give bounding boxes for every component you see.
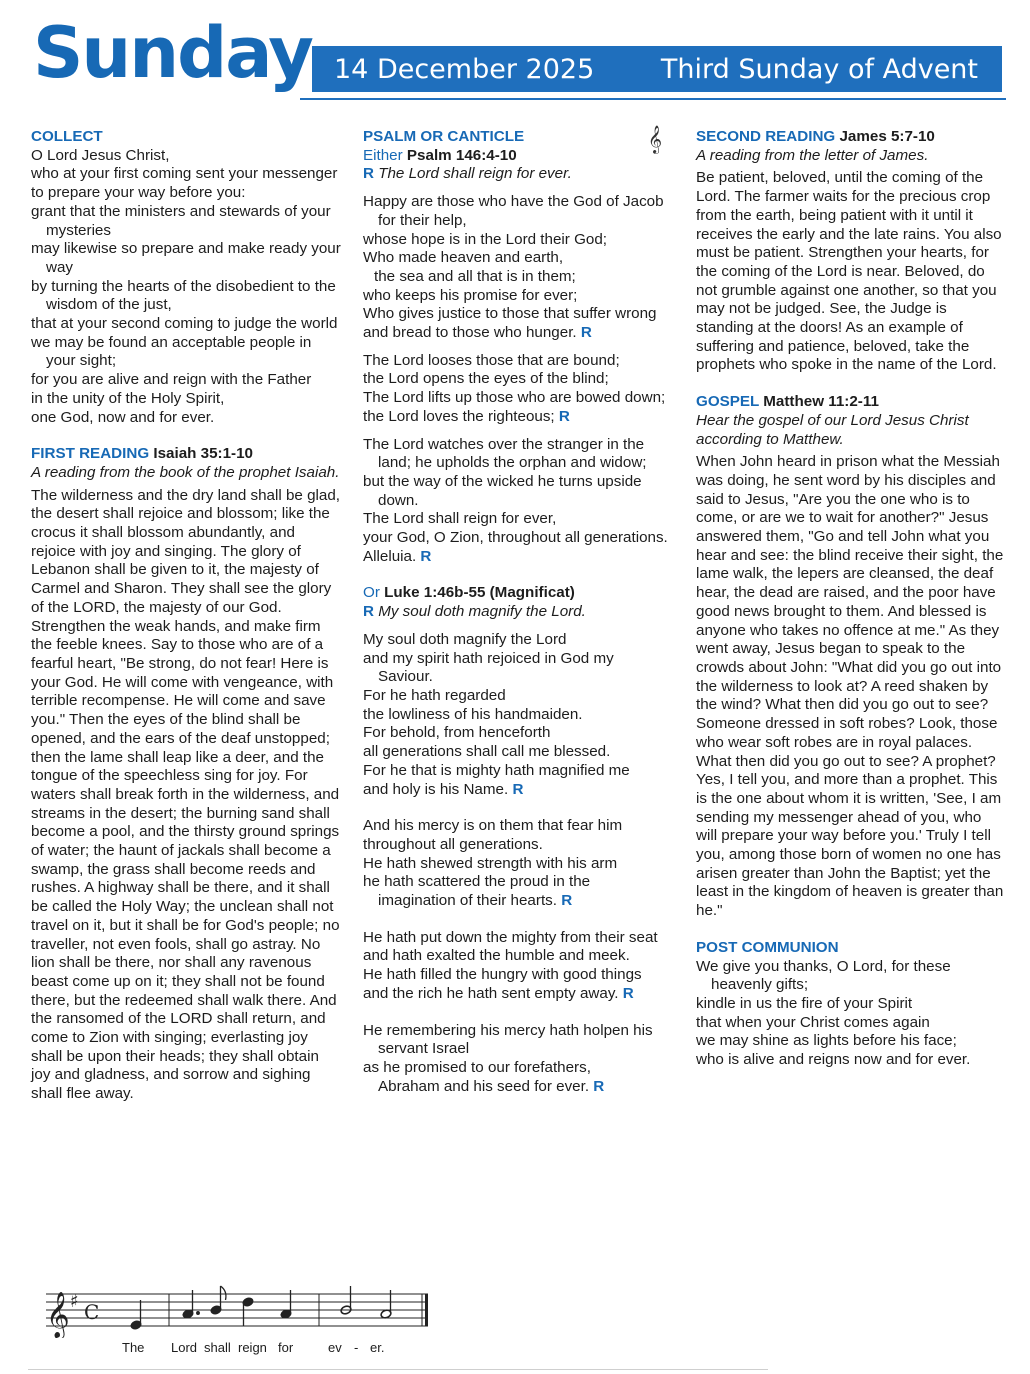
canticle-stanza [363,1022,668,1097]
canticle-line [363,781,668,800]
column-middle [363,128,668,1096]
lyric-syllable: for [278,1340,294,1355]
common-time-icon: C [84,1300,100,1324]
sharp-icon: ♯ [70,1291,79,1312]
treble-clef-icon: 𝄞 [647,126,662,153]
psalm-line: The Lord shall reign for ever, [363,510,557,528]
response-marker: R [622,984,634,1002]
psalm-line [363,408,668,427]
psalm-line: your God, O Zion, throughout all generations. [363,529,668,547]
response-marker: R [580,324,592,342]
second-reading-text: Be patient, beloved, until the coming of the Lord. The farmer waits for the precious crop from the earth, being patient with it until it receives the early and the late rains. You also must be patient. Strengthen your hearts, for the coming of the Lord is near. Beloved, do not grumble against one another, so that you may not be judged. See, the Judge is standing at the doors! As an example of suffering and patience, beloved, take the prophets who spoke in the name of the Lord. [696,169,1002,374]
psalm-line: The Lord lifts up those who are bowed down; [363,389,666,407]
first-reading-label: FIRST READING [31,445,150,463]
response-text: The Lord shall reign for ever. [378,165,572,183]
footer-rule [28,1369,768,1370]
psalm-stanza [363,352,668,427]
psalm-line: who keeps his promise for ever; [363,286,578,304]
post-communion-line: that when your Christ comes again [696,1013,930,1031]
canticle-line: And his mercy is on them that fear him [363,817,623,835]
post-communion-heading: POST COMMUNION [696,938,839,956]
gospel-reference: Matthew 11:2-11 [763,393,879,411]
column-left [31,128,341,1104]
canticle-line-text: Abraham and his seed for ever. [378,1077,590,1095]
psalm-line: Who gives justice to those that suffer wrong [363,305,657,323]
psalm-line: but the way of the wicked he turns upside down. [363,472,642,509]
post-communion-line: kindle in us the fire of your Spirit [696,994,913,1012]
column-right [696,128,1006,1070]
response-marker: R [363,165,374,183]
canticle-line [363,985,668,1004]
response-marker: R [561,892,573,910]
canticle-line: For behold, from henceforth [363,724,551,742]
canticle-line: and my spirit hath rejoiced in God my Saviour. [363,649,614,686]
collect-heading: COLLECT [31,128,103,145]
date-banner [312,46,1002,92]
psalm-line: The Lord watches over the stranger in the land; he upholds the orphan and widow; [363,435,647,472]
canticle-line: as he promised to our forefathers, [363,1058,591,1076]
psalm-line: whose hope is in the Lord their God; [363,230,607,248]
psalm-line: Who made heaven and earth, [363,249,564,267]
page-header [0,0,1030,112]
canticle-line: He hath filled the hungry with good things [363,966,642,984]
canticle-line: For he that is mighty hath magnified me [363,761,630,779]
collect-line: O Lord Jesus Christ, [31,146,170,164]
response-marker: R [363,603,374,621]
second-reading-label: SECOND READING [696,128,836,145]
canticle-line: throughout all generations. [363,835,543,853]
collect-line: for you are alive and reign with the Father [31,371,312,389]
collect-line: by turning the hearts of the disobedient to the wisdom of the just, [31,277,336,314]
response-marker: R [558,407,570,425]
canticle-line-text: he hath scattered the proud in the imagination of their hearts. [363,873,591,910]
lyric-syllable: - [354,1340,359,1355]
collect-text [31,147,341,428]
lyric-syllable: er. [370,1340,385,1355]
second-reading-intro: A reading from the letter of James. [696,146,929,164]
response-marker: R [512,780,524,798]
psalm-line: the Lord opens the eyes of the blind; [363,370,609,388]
psalm-option [363,147,668,166]
canticle-line-text: and holy is his Name. [363,780,509,798]
music-response [36,1282,436,1362]
first-reading-text: The wilderness and the dry land shall be glad, the desert shall rejoice and blossom; like the crocus it shall blossom abundantly, and rejoice with joy and singing. The glory of Lebanon shall be given to it, the majesty of Carmel and Sharon. They shall see the glory of the LORD, the majesty of our God. Strengthen the weak hands, and make firm the feeble knees. Say to those who are of a fearful heart, "Be strong, do not fear! Here is your God. He will come with vengeance, with terrible recompense. He will come and save you." Then the eyes of the blind shall be opened, and the ears of the deaf unstopped; then the lame shall leap like a deer, and the tongue of the speechless sing for joy. For waters shall break forth in the wilderness, and streams in the desert; the burning sand shall become a pool, and the thirsty ground springs of water; the haunt of jackals shall become a swamp, the grass shall become reeds and rushes. A highway shall be there, and it shall be called the Holy Way; the unclean shall not travel on it, but it shall be for God's people; no traveller, not even fools, shall go astray. No lion shall be there, nor shall any ravenous beast come up on it; they shall not be found there, but the redeemed shall walk there. And the ransomed of the LORD shall return, and come to Zion with singing; everlasting joy shall be upon their heads; they shall obtain joy and gladness, and sorrow and sighing shall flee away. [31,486,341,1103]
psalm-line-text: Alleluia. [363,547,417,565]
psalm-response [363,165,668,184]
response-marker: R [420,547,432,565]
collect-line: who at your first coming sent your messenger [31,165,338,183]
psalm-line [363,324,668,343]
canticle-line-text: and the rich he hath sent empty away. [363,984,619,1002]
psalm-stanza [363,193,668,343]
liturgical-occasion: Third Sunday of Advent [660,54,978,85]
post-communion-line: we may shine as lights before his face; [696,1032,957,1050]
post-communion-line: We give you thanks, O Lord, for these heavenly gifts; [696,957,951,994]
post-communion-text [696,958,1006,1070]
psalm-stanza [363,436,668,567]
canticle-line: and hath exalted the humble and meek. [363,947,630,965]
gospel-heading [696,393,1006,412]
canticle-line [363,1078,668,1097]
day-title: Sunday [33,12,312,94]
header-rule [300,98,1006,100]
psalm-heading: PSALM OR CANTICLE [363,128,525,145]
lyric-syllable: ev [328,1340,342,1355]
lyric-syllable: Lord [171,1340,198,1355]
lyric-syllable: The [122,1340,145,1355]
canticle-line: My soul doth magnify the Lord [363,630,567,648]
lyric-syllable: reign [238,1340,267,1355]
collect-line: in the unity of the Holy Spirit, [31,389,225,407]
or-label: Or [363,584,380,602]
psalm-line: the sea and all that is in them; [374,267,576,285]
collect-line: one God, now and for ever. [31,408,215,426]
music-staff [36,1282,436,1338]
canticle-response [363,603,668,622]
psalm-line [363,548,668,567]
canticle-line [363,873,668,910]
response-marker: R [593,1077,605,1095]
canticle-line: the lowliness of his handmaiden. [363,705,583,723]
service-date: 14 December 2025 [334,54,595,85]
either-label: Either [363,146,403,164]
psalm-line-text: the Lord loves the righteous; [363,407,555,425]
first-reading-heading [31,445,341,464]
collect-line: grant that the ministers and stewards of your mysteries [31,202,331,239]
psalm-line-text: and bread to those who hunger. [363,324,577,342]
canticle-stanza [363,817,668,911]
first-reading-reference: Isaiah 35:1-10 [153,445,253,463]
psalm-reference: Psalm 146:4-10 [406,146,517,164]
collect-line: may likewise so prepare and make ready your way [31,240,341,276]
canticle-stanza [363,929,668,1004]
first-reading-intro: A reading from the book of the prophet Isaiah. [31,463,340,481]
psalm-line: Happy are those who have the God of Jacob for their help, [363,193,664,229]
gospel-intro: Hear the gospel of our Lord Jesus Christ according to Matthew. [696,411,969,448]
gospel-text: When John heard in prison what the Messiah was doing, he sent word by his disciples and said to Jesus, "Are you the one who is to come, or are we to wait for another?" Jesus answered them, "Go and tell John what you hear and see: the blind receive their sight, the lame walk, the lepers are cleansed, the deaf hear, the dead are raised, and the poor have good news brought to them. And blessed is anyone who takes no offence at me." As they went away, Jesus began to speak to the crowds about John: "What did you go out into the wilderness to look at? A reed shaken by the wind? What then did you go out to see? Someone dressed in soft robes? Look, those who wear soft robes are in royal palaces. What then did you go out to see? A prophet? Yes, I tell you, and more than a prophet. This is the one about whom it is written, 'See, I am sending my messenger ahead of you, who will prepare your way before you.' Truly I tell you, among those born of women no one has arisen greater than John the Baptist; yet the least in the kingdom of heaven is greater than he." [696,453,1004,920]
treble-clef-icon: 𝄞 [46,1292,70,1338]
canticle-line: He hath put down the mighty from their seat [363,928,658,946]
canticle-reference: Luke 1:46b-55 (Magnificat) [384,584,575,602]
second-reading-heading [696,128,1006,147]
collect-line: we may be found an acceptable people in your sight; [31,333,312,370]
collect-line: that at your second coming to judge the world [31,315,338,333]
response-text: My soul doth magnify the Lord. [378,603,586,621]
collect-line: to prepare your way before you: [31,184,246,202]
lyric-syllable: shall [204,1340,231,1355]
canticle-line: all generations shall call me blessed. [363,743,611,761]
second-reading-reference: James 5:7-10 [839,128,935,145]
psalm-line: The Lord looses those that are bound; [363,351,620,369]
gospel-label: GOSPEL [696,393,760,411]
canticle-line: He hath shewed strength with his arm [363,854,618,872]
canticle-stanza [363,631,668,799]
canticle-option [363,584,668,603]
canticle-line: For he hath regarded [363,686,506,704]
canticle-line: He remembering his mercy hath holpen his servant Israel [363,1021,653,1058]
post-communion-line: who is alive and reigns now and for ever. [696,1051,971,1069]
